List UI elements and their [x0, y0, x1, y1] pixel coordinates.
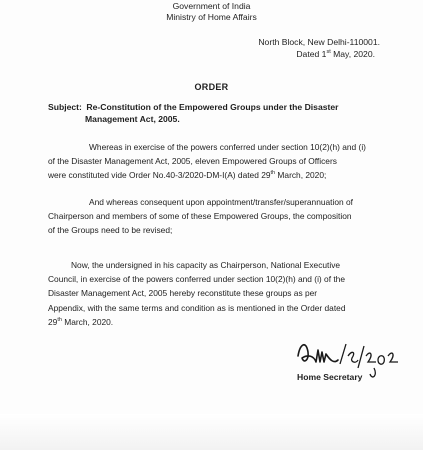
office-address: North Block, New Delhi-110001.: [258, 37, 380, 47]
subject-line: [48, 101, 384, 125]
signatory-designation: Home Secretary: [297, 372, 363, 382]
paragraph-line: Chairperson and members of some of these Empowered Groups, the composition: [48, 211, 352, 222]
paragraph-now: [48, 258, 390, 329]
paragraph-line: 29th March, 2020.: [48, 316, 114, 327]
page-bottom-shade: [0, 414, 423, 450]
paragraph-line: of the Groups need to be revised;: [48, 225, 173, 236]
order-date: Dated 1st May, 2020.: [296, 49, 375, 59]
paragraph-line: Appendix, with the same terms and condition as is mentioned in the Order dated: [48, 302, 346, 313]
government-heading: Government of India: [172, 1, 251, 11]
subject-label: Subject:: [48, 102, 82, 112]
subject-text-line2: Management Act, 2005.: [85, 114, 180, 124]
paragraph-line: Disaster Management Act, 2005 hereby reconstitute these groups as per: [48, 288, 318, 299]
ministry-heading: Ministry of Home Affairs: [166, 12, 257, 22]
paragraph-and-whereas: [48, 195, 390, 238]
paragraph-line: Council, in exercise of the powers conferred under section 10(2)(h) and (i) of the: [48, 274, 345, 285]
paragraph-whereas: [48, 140, 390, 183]
subject-text-line1: Re-Constitution of the Empowered Groups under the Disaster: [86, 102, 339, 112]
paragraph-line: Whereas in exercise of the powers conferred under section 10(2)(h) and (i): [89, 142, 366, 152]
order-title: ORDER: [194, 82, 229, 92]
paragraph-line: Now, the undersigned in his capacity as Chairperson, National Executive: [71, 260, 341, 270]
paragraph-line: were constituted vide Order No.40-3/2020-DM-I(A) dated 29th March, 2020;: [48, 170, 327, 181]
paragraph-line: And whereas consequent upon appointment/transfer/superannuation of: [89, 197, 353, 207]
paragraph-line: of the Disaster Management Act, 2005, eleven Empowered Groups of Officers: [48, 156, 337, 167]
